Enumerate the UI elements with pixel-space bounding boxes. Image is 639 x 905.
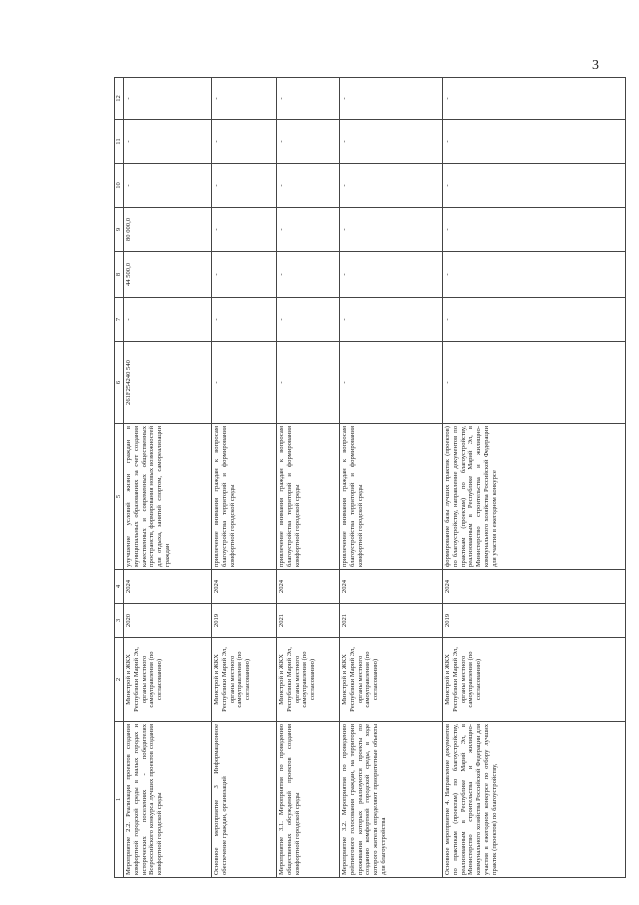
end-year-cell: 2024 — [277, 570, 340, 604]
budget-code-cell: - — [277, 342, 340, 424]
value-cell: - — [277, 78, 340, 120]
value-cell: - — [124, 120, 212, 164]
header-cell: 3 — [115, 604, 124, 638]
start-year-cell: 2021 — [340, 604, 443, 638]
value-cell: - — [277, 164, 340, 208]
header-cell: 8 — [115, 252, 124, 298]
table-row — [443, 78, 626, 878]
executor-cell: Минстрой и ЖКХ Республики Марий Эл, органы местного самоуправления (по согласованию) — [124, 638, 212, 722]
value-cell: - — [443, 78, 626, 120]
value-cell: - — [212, 78, 277, 120]
expected-result-cell: формирование базы лучших практик (проектов) по благоустройству, направление документов по практикам (проектам) по благоустройству, реализованным в Республике Марий Эл, в Министерство строительства и жилищно-коммунального хозяйства Российской Федерации для участия в ежегодном конкурсе — [443, 424, 626, 570]
activity-name-cell: Мероприятие 3.2. Мероприятия по проведению рейтингового голосования граждан, на территории проживания которых реализуются проекты по созданию комфортной городской среды, в ходе которого жители определяют приоритетные объекты для благоустройства — [340, 722, 443, 878]
header-cell: 1 — [115, 722, 124, 878]
expected-result-cell: привлечение внимания граждан к вопросам благоустройства территорий и формирования комфортной городской среды — [277, 424, 340, 570]
value-cell: - — [443, 252, 626, 298]
value-cell: - — [124, 164, 212, 208]
start-year-cell: 2019 — [212, 604, 277, 638]
table-row — [340, 78, 443, 878]
value-cell: 44 500,0 — [124, 252, 212, 298]
activity-name-cell: Основное мероприятие 3 Информационное обеспечение граждан, организаций — [212, 722, 277, 878]
value-cell: - — [443, 298, 626, 342]
page-number: 3 — [592, 58, 599, 73]
header-cell: 11 — [115, 120, 124, 164]
value-cell: - — [212, 252, 277, 298]
value-cell: - — [212, 120, 277, 164]
header-cell: 2 — [115, 638, 124, 722]
expected-result-cell: привлечение внимания граждан к вопросам благоустройства территорий и формирования комфортной городской среды — [212, 424, 277, 570]
value-cell: - — [443, 208, 626, 252]
start-year-cell: 2021 — [277, 604, 340, 638]
header-cell: 6 — [115, 342, 124, 424]
value-cell: - — [124, 298, 212, 342]
value-cell: - — [340, 78, 443, 120]
executor-cell: Минстрой и ЖКХ Республики Марий Эл, органы местного самоуправления (по согласованию) — [212, 638, 277, 722]
rotated-table-wrapper — [114, 78, 624, 878]
value-cell: - — [340, 252, 443, 298]
value-cell: - — [277, 120, 340, 164]
executor-cell: Минстрой и ЖКХ Республики Марий Эл, органы местного самоуправления (по согласованию) — [340, 638, 443, 722]
table-row — [212, 78, 277, 878]
value-cell: - — [340, 208, 443, 252]
budget-code-cell: 261F254240 540 — [124, 342, 212, 424]
table-row — [277, 78, 340, 878]
header-cell: 4 — [115, 570, 124, 604]
executor-cell: Минстрой и ЖКХ Республики Марий Эл, органы местного самоуправления (по согласованию) — [443, 638, 626, 722]
activity-name-cell: Мероприятие 3.1. Мероприятия по проведению общественных обсуждений проектов создания комфортной городской среды — [277, 722, 340, 878]
header-cell: 12 — [115, 78, 124, 120]
header-cell: 5 — [115, 424, 124, 570]
budget-code-cell: - — [443, 342, 626, 424]
end-year-cell: 2024 — [443, 570, 626, 604]
activity-name-cell: Мероприятие 2.2. Реализация проектов создания комфортной городской среды в малых городах и исторических поселениях - победителях Всероссийского конкурса лучших проектов создания комфортной городской среды — [124, 722, 212, 878]
value-cell: - — [212, 298, 277, 342]
value-cell: - — [443, 164, 626, 208]
value-cell: - — [340, 298, 443, 342]
value-cell: - — [212, 208, 277, 252]
value-cell: - — [340, 120, 443, 164]
end-year-cell: 2024 — [124, 570, 212, 604]
expected-result-cell: привлечение внимания граждан к вопросам благоустройства территорий и формирования комфортной городской среды — [340, 424, 443, 570]
value-cell: 80 000,0 — [124, 208, 212, 252]
value-cell: - — [124, 78, 212, 120]
expected-result-cell: улучшение условий жизни граждан в муниципальных образованиях за счет создания качественных и современных общественных пространств, формирования новых возможностей для отдыха, занятий спортом, самореализации граждан — [124, 424, 212, 570]
end-year-cell: 2024 — [212, 570, 277, 604]
program-table — [114, 77, 626, 878]
activity-name-cell: Основное мероприятие 4. Направление документов по практикам (проектам) по благоустройству, реализованным в Республике Марий Эл, в Министерство строительства и жилищно-коммунального хозяйства Российской Федерации для участия в ежегодном конкурсе по отбору лучших практик (проектов) по благоустройству, — [443, 722, 626, 878]
value-cell: - — [277, 252, 340, 298]
start-year-cell: 2020 — [124, 604, 212, 638]
value-cell: - — [443, 120, 626, 164]
budget-code-cell: - — [340, 342, 443, 424]
value-cell: - — [340, 164, 443, 208]
header-cell: 10 — [115, 164, 124, 208]
executor-cell: Минстрой и ЖКХ Республики Марий Эл, органы местного самоуправления (по согласованию) — [277, 638, 340, 722]
budget-code-cell: - — [212, 342, 277, 424]
start-year-cell: 2019 — [443, 604, 626, 638]
header-cell: 7 — [115, 298, 124, 342]
value-cell: - — [212, 164, 277, 208]
value-cell: - — [277, 208, 340, 252]
table-row — [124, 78, 212, 878]
value-cell: - — [277, 298, 340, 342]
table-header-row — [115, 78, 124, 878]
header-cell: 9 — [115, 208, 124, 252]
end-year-cell: 2024 — [340, 570, 443, 604]
